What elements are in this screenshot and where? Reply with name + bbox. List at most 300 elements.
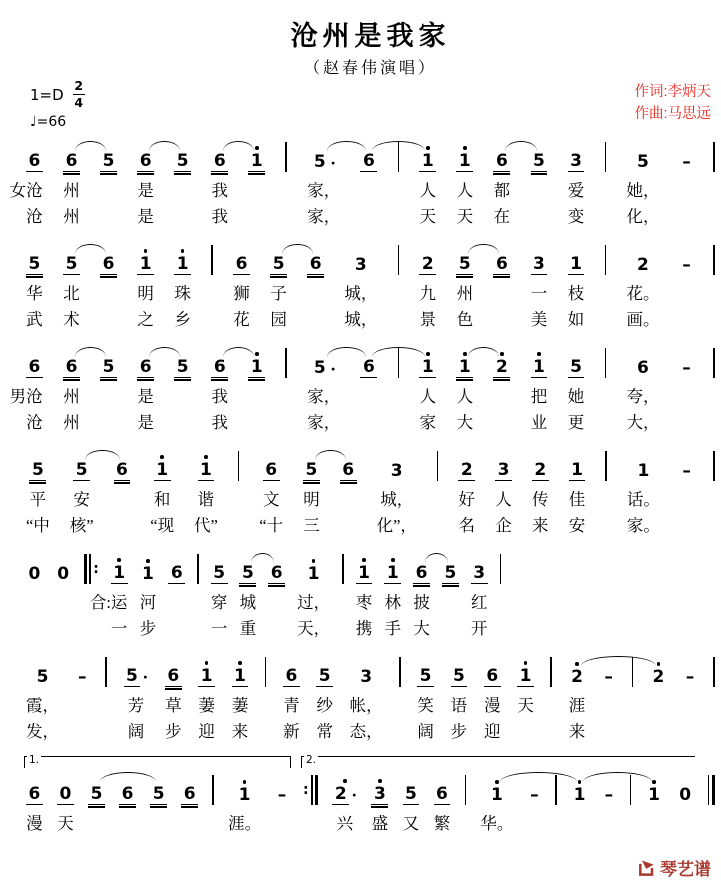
lyric-syllable: 天 [456, 207, 474, 226]
thin-bar [708, 775, 710, 805]
barline-glyph [500, 554, 502, 584]
notation-cell [26, 344, 43, 384]
lyric-syllable: 河 [139, 593, 157, 612]
octave-dot [502, 455, 506, 459]
end-barline [713, 241, 715, 333]
octave-dot [575, 662, 579, 666]
note-column [360, 138, 377, 230]
octave-dot [61, 559, 65, 563]
note-digit: 1 [174, 255, 191, 275]
lyric-syllable: 一 [210, 619, 228, 638]
octave-dot [359, 250, 363, 254]
barline-glyph [713, 348, 715, 378]
augmentation-dot: · [142, 667, 149, 688]
barline [105, 653, 107, 745]
octave-dot [240, 249, 244, 253]
notation-cell [137, 241, 154, 281]
dash-column [680, 447, 694, 539]
barline [605, 138, 607, 230]
notation-cell [174, 241, 191, 281]
system-columns [26, 653, 715, 745]
notation-cell [332, 771, 357, 811]
digit-row [680, 153, 694, 172]
digit-row [495, 461, 512, 481]
lyric-syllable: 安 [73, 490, 90, 509]
note-digit: 1 [531, 358, 548, 378]
notation-cell [437, 447, 439, 487]
digit-row [531, 152, 548, 172]
digit-row [165, 667, 182, 687]
note-digit: 5 [26, 255, 43, 275]
notation-cell [713, 241, 715, 281]
notation-cell [305, 550, 322, 590]
note-column [88, 771, 105, 863]
digit-row [456, 358, 473, 378]
note-digit: 1 [573, 785, 586, 806]
note-column [568, 241, 585, 333]
dash-glyph: – [604, 785, 614, 806]
notation-cell [531, 241, 548, 281]
note-column [531, 344, 548, 436]
octave-dot [685, 456, 689, 460]
octave-dot [343, 779, 347, 783]
lyric-syllable: 萋 [198, 696, 215, 715]
notation-cell [569, 447, 586, 487]
note-glyph [517, 661, 534, 687]
note-column [174, 138, 191, 230]
digit-row [168, 564, 185, 584]
octave-dot [391, 558, 395, 562]
note-digit: 6 [637, 358, 649, 379]
lyric-syllable: 她 [567, 387, 585, 406]
note-column [297, 550, 330, 642]
note-glyph [458, 455, 475, 481]
note-glyph [650, 662, 667, 687]
note-glyph [646, 780, 663, 805]
digit-row [635, 256, 652, 275]
notation-cell [140, 550, 157, 590]
notation-cell [403, 771, 420, 811]
note-column [384, 550, 401, 642]
digit-row [360, 358, 377, 378]
note-glyph [403, 779, 420, 805]
notation-cell [635, 447, 652, 487]
digit-row [26, 358, 43, 378]
notation-cell [181, 771, 198, 811]
octave-dot [457, 661, 461, 665]
lyric-syllable: 代” [194, 516, 218, 535]
note-digit: 3 [390, 461, 403, 482]
barline-glyph [197, 554, 199, 584]
repeat-end-sign [303, 771, 318, 863]
key-tempo-block [30, 80, 85, 130]
score [9, 138, 715, 863]
lyric-syllable: 武 [26, 310, 43, 329]
brand-logo-icon [637, 858, 657, 878]
notation-cell [419, 344, 436, 384]
note-column [174, 344, 191, 436]
digit-row [384, 564, 401, 584]
note-digit: 1 [569, 461, 586, 481]
note-glyph [419, 249, 436, 275]
octave-dot [70, 249, 74, 253]
octave-dot [685, 250, 689, 254]
note-column [316, 653, 333, 745]
note-column [571, 771, 588, 863]
lyric-syllable: 繁 [433, 814, 451, 833]
octave-dot [204, 455, 208, 459]
notation-cell [285, 344, 287, 384]
note-column [493, 138, 510, 230]
notation-cell [708, 771, 715, 811]
lyric-syllable: 运 合: [111, 590, 128, 616]
notation-cell [197, 550, 199, 590]
note-column [137, 241, 154, 333]
note-digit: 5 [531, 152, 548, 172]
note-column [417, 653, 434, 745]
note-digit: 6 [181, 785, 198, 805]
note-glyph [316, 661, 333, 687]
digit-row [419, 358, 436, 378]
note-digit: 0 [57, 785, 74, 805]
digit-row [198, 667, 215, 687]
note-digit: 3 [360, 667, 373, 688]
digit-row [55, 565, 72, 584]
note-digit: 5 [270, 255, 287, 275]
note-glyph [635, 353, 652, 378]
note-digit: 1 [419, 358, 436, 378]
note-column [377, 447, 417, 539]
note-column [531, 241, 548, 333]
composer-credit: 作曲:马思远 [634, 105, 711, 122]
system-columns [26, 550, 501, 642]
digit-row [680, 256, 694, 275]
lyric-syllable: 文 [262, 490, 280, 509]
note-column [456, 138, 473, 230]
digit-row [332, 785, 357, 805]
octave-dot [440, 779, 444, 783]
barline-glyph [605, 142, 607, 172]
note-column [124, 653, 149, 745]
barline [285, 138, 287, 230]
octave-dot [642, 456, 646, 460]
note-column [307, 138, 340, 230]
lyric-syllable: 都 [493, 181, 511, 200]
digit-row [29, 461, 46, 481]
lyric-syllable: 家， [307, 181, 341, 200]
digit-row [602, 786, 616, 805]
lyric-syllable: 盛 [371, 814, 389, 833]
repeat-begin-glyph [84, 554, 99, 584]
digit-row [100, 152, 117, 172]
lyric-syllable: 华 [26, 284, 43, 303]
lyric-syllable: 人 [419, 387, 437, 406]
note-glyph [198, 455, 215, 481]
note-digit: 1 [137, 255, 154, 275]
note-column [198, 653, 215, 745]
augmentation-dot: · [330, 358, 337, 379]
notation-cell [399, 653, 401, 693]
note-column [413, 550, 430, 642]
final-barline [708, 771, 715, 863]
note-digit: 5 [637, 152, 649, 173]
note-column [233, 241, 250, 333]
lyric-syllable: 九 [419, 284, 437, 303]
lyric-syllable: 城， [344, 310, 378, 329]
lyric-syllable: 阔 [417, 722, 434, 741]
octave-dot [574, 352, 578, 356]
note-glyph [332, 779, 357, 805]
note-glyph [569, 455, 586, 481]
barline [238, 447, 240, 539]
note-digit: 1 [456, 358, 473, 378]
digit-row [236, 786, 253, 805]
notation-cell [360, 344, 377, 384]
note-column [626, 344, 659, 436]
digit-row [517, 667, 534, 687]
notation-cell [342, 550, 344, 590]
digit-row [26, 565, 43, 584]
notation-cell [568, 344, 585, 384]
note-digit: 1 [384, 564, 401, 584]
digit-row [63, 152, 80, 172]
barline-glyph [713, 451, 715, 481]
note-digit: 6 [268, 564, 285, 584]
barline [211, 241, 213, 333]
notation-cell [568, 138, 585, 178]
note-glyph [384, 558, 401, 584]
note-digit: 5 [100, 358, 117, 378]
octave-dot [36, 455, 40, 459]
lyric-syllable: 涯。 [228, 814, 262, 833]
notation-cell [458, 447, 475, 487]
octave-dot [275, 558, 279, 562]
lyric-syllable: 核” [69, 516, 94, 535]
notation-cell [456, 138, 473, 178]
thick-bar [84, 554, 87, 584]
meter-numerator: 2 [74, 78, 84, 93]
note-digit: 3 [568, 152, 585, 172]
note-digit: 6 [100, 255, 117, 275]
final-bar-glyph [708, 775, 715, 805]
note-glyph [434, 779, 451, 805]
barline [632, 653, 634, 745]
lyric-syllable: 之 [137, 310, 154, 329]
lyric-syllable: 园 [270, 310, 287, 329]
barline [399, 653, 401, 745]
octave-dot [33, 249, 37, 253]
lyric-syllable: 漫 [26, 814, 43, 833]
note-column [471, 550, 488, 642]
voice-part-label: 合: [89, 593, 111, 612]
dash-glyph: – [682, 152, 691, 173]
note-column [150, 771, 167, 863]
notation-cell [605, 447, 607, 487]
barline-glyph [398, 245, 400, 275]
note-column [307, 344, 340, 436]
octave-dot [465, 455, 469, 459]
note-column [434, 771, 451, 863]
octave-dot [144, 352, 148, 356]
note-glyph [371, 779, 388, 805]
note-glyph [495, 455, 512, 481]
note-column [63, 241, 80, 333]
barline-glyph [713, 657, 715, 687]
note-glyph [150, 779, 167, 805]
barline-glyph [713, 245, 715, 275]
lyric-syllable: 如 [567, 310, 585, 329]
note-column [626, 138, 659, 230]
note-glyph [571, 780, 588, 805]
digit-row [316, 667, 333, 687]
notation-cell [550, 653, 552, 693]
digit-row [305, 565, 322, 584]
note-digit: 1 [307, 564, 320, 585]
note-column [344, 241, 377, 333]
note-column [569, 447, 586, 539]
notation-cell [500, 550, 502, 590]
digit-row [417, 667, 434, 687]
note-column [626, 241, 659, 333]
note-glyph [26, 559, 43, 584]
digit-row [114, 461, 131, 481]
notation-cell [352, 241, 369, 281]
digit-row [119, 785, 136, 805]
note-column [568, 344, 585, 436]
lyric-syllable: 化， [626, 207, 660, 226]
notation-cell [105, 653, 107, 693]
notation-cell [683, 653, 697, 693]
octave-dot [463, 249, 467, 253]
notation-cell [635, 138, 652, 178]
notation-cell [569, 653, 586, 693]
digit-row [263, 461, 280, 481]
note-glyph [484, 661, 501, 687]
octave-dot [323, 661, 327, 665]
note-column [303, 447, 320, 539]
barline-glyph [605, 451, 607, 481]
octave-dot [575, 455, 579, 459]
note-column [63, 344, 80, 436]
barline [265, 653, 267, 745]
octave-dot [269, 455, 273, 459]
lyric-syllable: 人 [419, 181, 437, 200]
digit-row [442, 564, 459, 584]
lyric-syllable: 天 [419, 207, 437, 226]
lyric-syllable: 来 [231, 722, 249, 741]
digit-row [137, 152, 154, 172]
digit-row [471, 564, 488, 584]
notation-cell [680, 344, 694, 384]
dash-column [528, 771, 542, 863]
volta-bracket [24, 756, 291, 768]
dash-glyph: – [530, 785, 539, 806]
lyric-syllable: 业 [530, 413, 548, 432]
note-column [232, 653, 249, 745]
octave-dot [144, 146, 148, 150]
notation-cell [358, 653, 375, 693]
notation-cell [168, 550, 185, 590]
lyric-syllable: 画。 [626, 310, 660, 329]
digit-row [456, 255, 473, 275]
note-digit: 1 [142, 564, 154, 585]
octave-dot [175, 558, 179, 562]
octave-dot [277, 249, 281, 253]
digit-row [484, 667, 501, 687]
note-digit: 2 [493, 358, 510, 378]
lyric-syllable: 迎 [198, 722, 215, 741]
note-digit: 6 [63, 358, 80, 378]
note-digit: 5 [239, 564, 256, 584]
note-digit: 6 [360, 152, 377, 172]
lyric-syllable: 景 [419, 310, 437, 329]
octave-dot [409, 779, 413, 783]
barline [500, 550, 502, 642]
credits-block [634, 82, 711, 126]
lyric-syllable: 枝 [567, 284, 585, 303]
notation-cell [713, 138, 715, 178]
octave-dot [33, 146, 37, 150]
note-column [646, 771, 663, 863]
lyric-syllable: 州 [456, 284, 474, 303]
octave-dot [685, 353, 689, 357]
octave-dot [685, 147, 689, 151]
note-column [137, 344, 154, 436]
digit-row [137, 358, 154, 378]
note-digit: 1 [198, 461, 215, 481]
digit-row [451, 667, 468, 687]
barline [630, 771, 632, 863]
octave-dot [181, 249, 185, 253]
note-digit: 1 [568, 255, 585, 275]
thin-bar [89, 554, 91, 584]
digit-row [239, 564, 256, 584]
digit-row [434, 785, 451, 805]
digit-row [493, 255, 510, 275]
lyric-syllable: “现 [150, 516, 175, 535]
lyric-syllable: 家。 [626, 516, 660, 535]
octave-dot [463, 352, 467, 356]
notation-cell [713, 653, 715, 693]
lyric-syllable: 霞， [26, 696, 59, 715]
note-column [532, 447, 549, 539]
barline-glyph [465, 775, 467, 805]
octave-dot [255, 146, 259, 150]
dash-column [680, 344, 694, 436]
barline [437, 447, 439, 539]
digit-row [100, 255, 117, 275]
digit-row [137, 255, 154, 275]
lyric-syllable: 佳 [568, 490, 586, 509]
lyric-syllable: 平 [29, 490, 47, 509]
octave-dot [537, 146, 541, 150]
barline [398, 241, 400, 333]
note-digit: 2 [637, 255, 649, 276]
note-glyph [26, 146, 43, 172]
note-glyph [471, 558, 488, 584]
octave-dot [652, 780, 656, 784]
digit-row [650, 668, 667, 687]
octave-dot [574, 249, 578, 253]
lyric-syllable: 我 [211, 413, 228, 432]
lyric-syllable: 她， [626, 181, 660, 200]
note-glyph [236, 780, 253, 805]
octave-dot [255, 352, 259, 356]
note-digit: 6 [263, 461, 280, 481]
note-glyph [211, 558, 228, 584]
digit-row [488, 786, 505, 805]
notation-cell [26, 138, 43, 178]
